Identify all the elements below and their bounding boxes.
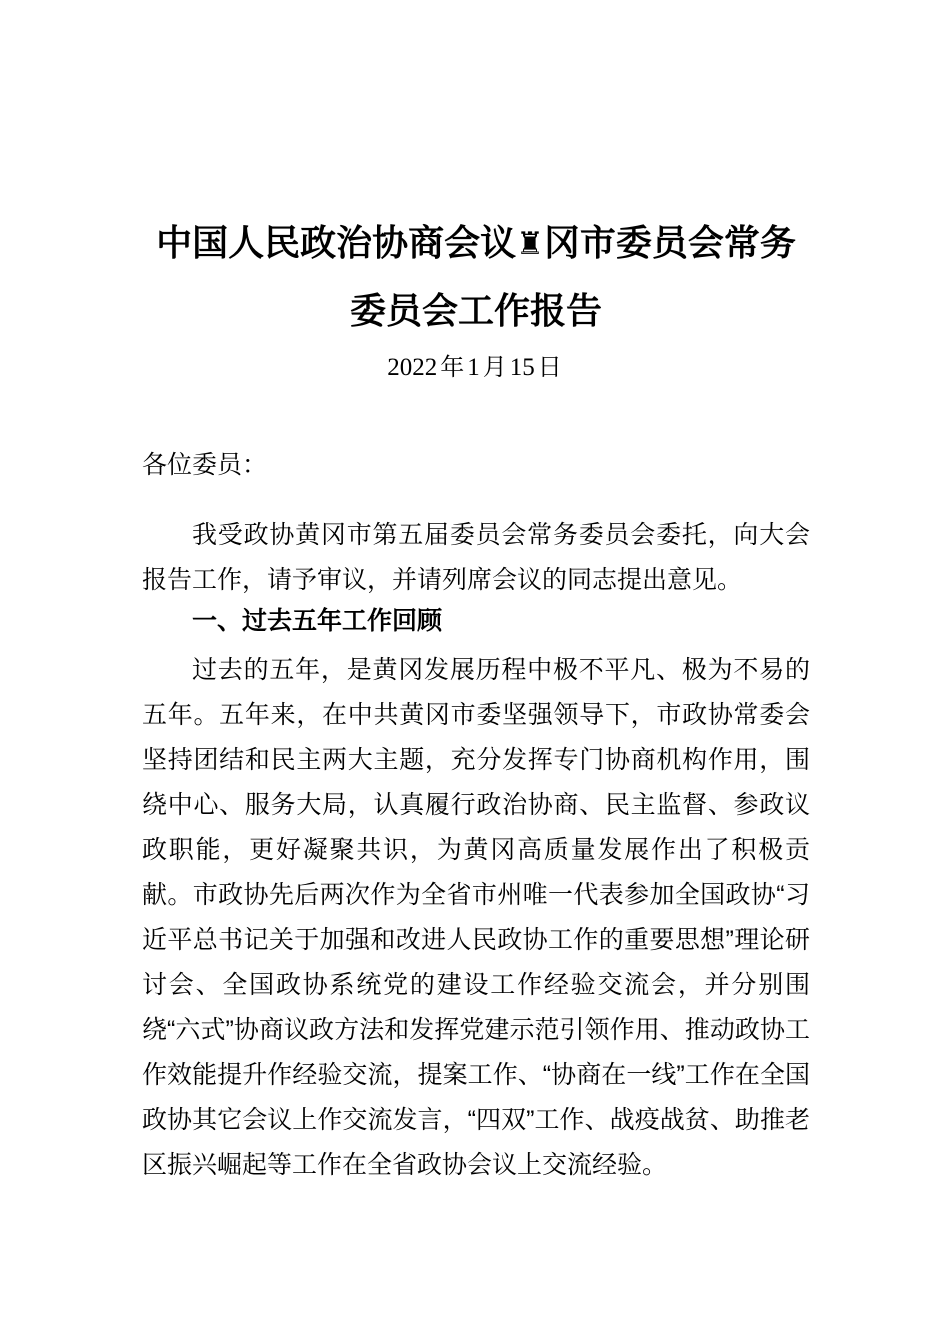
date-day-value: 15 [509,354,535,381]
title-text-after-glyph: 冈市委员会常务 [543,222,796,263]
document-title-line-2: 委员会工作报告 [349,290,602,331]
date-month-unit: 月 [482,354,507,381]
date-year-value: 2022 [387,354,438,381]
document-date [142,350,810,385]
document-title-line-1 [134,218,818,268]
date-month-value: 1 [467,354,480,381]
date-day-unit: 日 [537,354,562,381]
section-heading-one: 一、过去五年工作回顾 [192,606,443,635]
salutation: 各位委员： [142,451,268,479]
missing-glyph-rook-icon: ♜ [516,226,544,262]
title-text-before-glyph: 中国人民政治协商会议 [156,222,517,263]
date-year-unit: 年 [440,354,465,381]
body-paragraph: 过去的五年，是黄冈发展历程中极不平凡、极为不易的五年。五年来，在中共黄冈市委坚强领导下，市政协常委会坚持团结和民主两大主题，充分发挥专门协商机构作用，围绕中心、服务大局，认真履行政治协商、民主监督、参政议政职能，更好凝聚共识，为黄冈高质量发展作出了积极贡献。市政协先后两次作为全省市州唯一代表参加全国政协“习近平总书记关于加强和改进人民政协工作的重要思想”理论研讨会、全国政协系统党的建设工作经验交流会，并分别围绕“六式”协商议政方法和发挥党建示范引领作用、推动政协工作效能提升作经验交流，提案工作、“协商在一线”工作在全国政协其它会议上作交流发言，“四双”工作、战疫战贫、助推老区振兴崛起等工作在全省政协会议上交流经验。 [142,656,810,1179]
intro-paragraph: 我受政协黄冈市第五届委员会常务委员会委托，向大会报告工作，请予审议，并请列席会议的同志提出意见。 [142,521,810,594]
